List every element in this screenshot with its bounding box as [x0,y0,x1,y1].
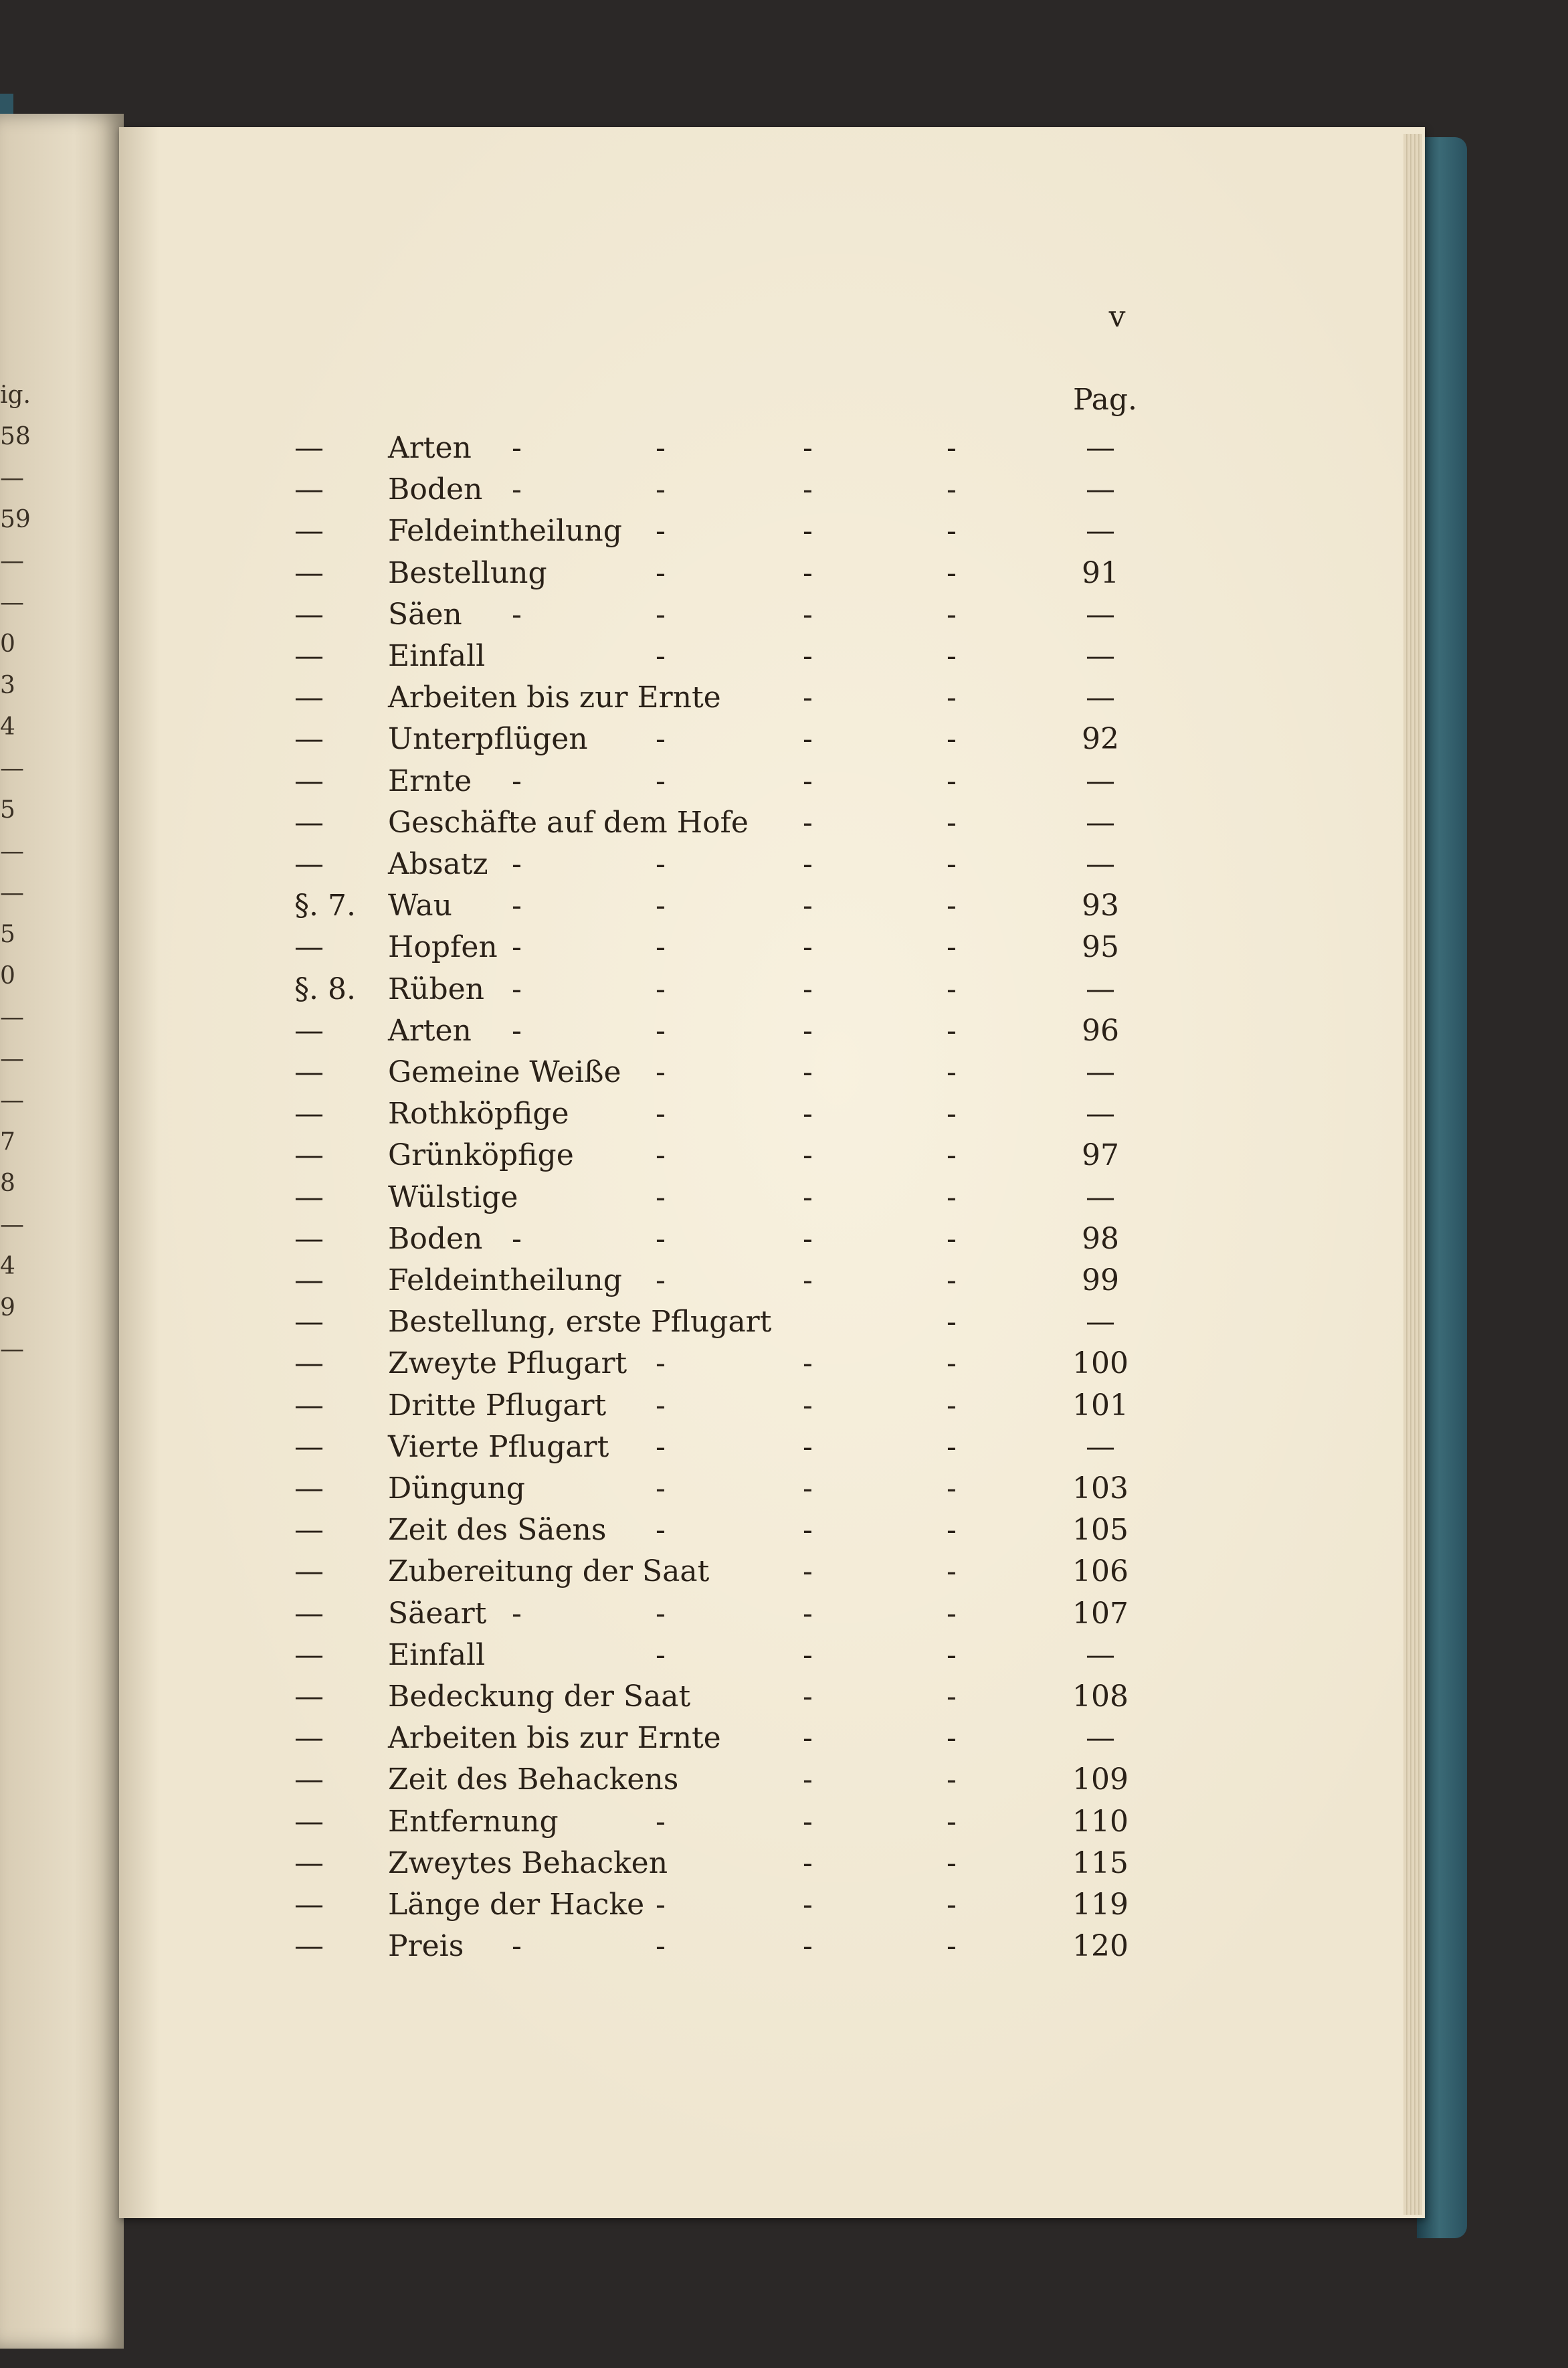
toc-entry [294,1885,1137,1925]
toc-entry-title: Säeart [388,1596,487,1631]
left-page-text-fragment: — [0,1336,24,1363]
dot-leader: - [803,1388,813,1423]
dot-leader: - [947,889,957,923]
toc-entry-prefix: — [294,722,324,757]
toc-entry-page: — [1086,1180,1115,1214]
dot-leader: - [947,1346,957,1381]
toc-entry-title: Einfall [388,1637,486,1672]
toc-entry-page: 100 [1072,1346,1129,1381]
dot-leader: - [947,639,957,673]
dot-leader: - [947,597,957,632]
page-stack-edge [1403,134,1422,2215]
toc-entry-title: Länge der Hacke [388,1888,645,1922]
left-page-text-fragment: 4 [0,1253,15,1280]
dot-leader: - [803,1346,813,1381]
toc-entry-prefix: — [294,597,324,632]
dot-leader: - [656,1513,666,1548]
dot-leader: - [947,1263,957,1297]
toc-entry-prefix: — [294,1429,324,1464]
toc-entry-title: Bestellung, erste Pflugart [388,1305,772,1340]
dot-leader: - [803,1013,813,1048]
toc-entry [294,511,1137,551]
toc-entry-page: — [1086,847,1115,881]
toc-entry-prefix: — [294,1554,324,1589]
left-page-text-fragment: 4 [0,713,15,741]
toc-entry [294,1386,1137,1426]
toc-entry [294,1760,1137,1800]
left-page-text-fragment: 58 [0,423,31,450]
left-page-text-fragment: — [0,1045,24,1073]
left-page-text-fragment: — [0,838,24,865]
toc-entry [294,844,1137,885]
dot-leader: - [947,763,957,798]
toc-entry-page: — [1086,805,1115,840]
toc-entry-prefix: — [294,555,324,590]
toc-entry-title: Säen [388,597,462,632]
toc-entry-title: Bedeckung der Saat [388,1679,691,1714]
toc-entry-title: Boden [388,472,483,507]
toc-entry-title: Arbeiten bis zur Ernte [388,1721,721,1756]
toc-entry-prefix: — [294,1055,324,1089]
toc-entry-prefix: §. 8. [294,972,356,1006]
toc-entry [294,927,1137,968]
toc-entry-prefix: §. 7. [294,889,356,923]
dot-leader: - [947,1762,957,1797]
toc-entry-prefix: — [294,1221,324,1256]
toc-entry [294,1635,1137,1675]
toc-entry [294,970,1137,1010]
toc-entry-page: — [1086,431,1115,465]
toc-entry-prefix: — [294,1388,324,1423]
dot-leader: - [947,1055,957,1089]
toc-entry [294,1219,1137,1259]
toc-entry-page: 91 [1082,555,1119,590]
left-page-text-fragment: — [0,589,24,616]
toc-entry-prefix: — [294,431,324,465]
dot-leader: - [512,930,522,965]
toc-entry-title: Geschäfte auf dem Hofe [388,805,749,840]
dot-leader: - [947,431,957,465]
dot-leader: - [656,1929,666,1964]
dot-leader: - [512,431,522,465]
toc-entry-prefix: — [294,1804,324,1839]
toc-entry-prefix: — [294,1721,324,1756]
toc-entry-prefix: — [294,1346,324,1381]
toc-entry-page: 96 [1082,1013,1119,1048]
dot-leader: - [803,1055,813,1089]
toc-entry-page: 93 [1082,889,1119,923]
toc-entry-prefix: — [294,930,324,965]
dot-leader: - [803,639,813,673]
dot-leader: - [656,889,666,923]
toc-entry-page: 97 [1082,1138,1119,1173]
dot-leader: - [512,1013,522,1048]
dot-leader: - [947,1388,957,1423]
toc-entry-title: Arten [388,1013,472,1048]
toc-entry-prefix: — [294,680,324,715]
dot-leader: - [803,1845,813,1880]
dot-leader: - [947,1721,957,1756]
toc-entry-title: Dritte Pflugart [388,1388,607,1423]
toc-entry-page: — [1086,1055,1115,1089]
left-page-text-fragment: — [0,1087,24,1114]
toc-entry-page: — [1086,680,1115,715]
toc-entry-page: 105 [1072,1513,1129,1548]
dot-leader: - [947,1637,957,1672]
toc-entry-title: Hopfen [388,930,498,965]
dot-leader: - [512,597,522,632]
dot-leader: - [947,805,957,840]
dot-leader: - [803,847,813,881]
dot-leader: - [803,1263,813,1297]
left-page-text-fragment: 0 [0,962,15,990]
dot-leader: - [803,1513,813,1548]
toc-entry-page: 108 [1072,1679,1129,1714]
left-page-fragment [0,114,124,2349]
dot-leader: - [803,1180,813,1214]
dot-leader: - [656,555,666,590]
dot-leader: - [512,1929,522,1964]
toc-entry-title: Zeit des Behackens [388,1762,679,1797]
toc-entry [294,803,1137,843]
left-page-text-fragment: 0 [0,630,15,658]
left-page-text-fragment: 7 [0,1128,15,1156]
toc-entry [294,1594,1137,1634]
toc-entry-prefix: — [294,1929,324,1964]
dot-leader: - [512,972,522,1006]
dot-leader: - [656,763,666,798]
dot-leader: - [803,1804,813,1839]
dot-leader: - [803,1596,813,1631]
toc-entry [294,1011,1137,1051]
toc-entry-prefix: — [294,1845,324,1880]
toc-entry [294,1344,1137,1384]
toc-entry-page: 92 [1082,722,1119,757]
toc-entry [294,1843,1137,1884]
toc-entry-prefix: — [294,805,324,840]
left-page-text-fragment: 9 [0,1294,15,1322]
dot-leader: - [803,1637,813,1672]
toc-entry-prefix: — [294,1013,324,1048]
dot-leader: - [803,930,813,965]
dot-leader: - [656,1180,666,1214]
toc-entry [294,1053,1137,1093]
page-number: v [1108,300,1126,334]
dot-leader: - [803,1097,813,1131]
dot-leader: - [656,1637,666,1672]
toc-entry-page: — [1086,514,1115,549]
toc-entry [294,1718,1137,1758]
toc-entry-prefix: — [294,1637,324,1672]
dot-leader: - [947,1513,957,1548]
dot-leader: - [512,847,522,881]
toc-entry-title: Preis [388,1929,464,1964]
dot-leader: - [803,597,813,632]
toc-entry-prefix: — [294,1471,324,1506]
left-page-text-fragment: 5 [0,796,15,824]
toc-entry-page: 103 [1072,1471,1129,1506]
toc-entry [294,1469,1137,1509]
toc-entry [294,1261,1137,1301]
dot-leader: - [656,639,666,673]
toc-entry-prefix: — [294,1888,324,1922]
toc-entry-page: — [1086,1097,1115,1131]
toc-entry-prefix: — [294,514,324,549]
toc-entry-title: Zweytes Behacken [388,1845,668,1880]
pag-column-header: Pag. [1072,383,1137,417]
dot-leader: - [947,1305,957,1340]
toc-entry [294,470,1137,510]
dot-leader: - [803,1721,813,1756]
dot-leader: - [512,763,522,798]
dot-leader: - [803,555,813,590]
toc-entry-page: 119 [1072,1888,1129,1922]
dot-leader: - [947,1888,957,1922]
dot-leader: - [803,1679,813,1714]
toc-entry-prefix: — [294,1596,324,1631]
dot-leader: - [803,514,813,549]
dot-leader: - [947,847,957,881]
dot-leader: - [512,889,522,923]
dot-leader: - [656,1097,666,1131]
toc-entry-title: Rothköpfige [388,1097,569,1131]
toc-entry-page: 98 [1082,1221,1119,1256]
toc-entry-page: 120 [1072,1929,1129,1964]
dot-leader: - [656,1596,666,1631]
toc-entry-page: — [1086,639,1115,673]
toc-entry [294,886,1137,926]
toc-entry [294,1552,1137,1592]
toc-entry-page: — [1086,472,1115,507]
toc-entry-title: Zweyte Pflugart [388,1346,627,1381]
toc-entry-prefix: — [294,1263,324,1297]
toc-entry-prefix: — [294,763,324,798]
dot-leader: - [947,1180,957,1214]
dot-leader: - [947,1679,957,1714]
toc-entry [294,1178,1137,1218]
dot-leader: - [803,1221,813,1256]
dot-leader: - [656,597,666,632]
toc-entry-prefix: — [294,1138,324,1173]
dot-leader: - [803,805,813,840]
toc-entry-page: — [1086,597,1115,632]
toc-entry-title: Feldeintheilung [388,514,622,549]
dot-leader: - [656,930,666,965]
toc-entry [294,428,1137,468]
toc-entry-page: 109 [1072,1762,1129,1797]
toc-entry-prefix: — [294,847,324,881]
left-page-text-fragment: — [0,1211,24,1239]
dot-leader: - [803,763,813,798]
dot-leader: - [656,472,666,507]
dot-leader: - [656,1221,666,1256]
toc-entry [294,1135,1137,1176]
dot-leader: - [656,1013,666,1048]
dot-leader: - [656,1804,666,1839]
left-page-text-fragment: ig. [0,381,31,409]
toc-entry-prefix: — [294,1679,324,1714]
dot-leader: - [656,1888,666,1922]
dot-leader: - [947,1929,957,1964]
toc-entry-title: Unterpflügen [388,722,588,757]
toc-entry-title: Wülstige [388,1180,518,1214]
toc-entry-prefix: — [294,1513,324,1548]
dot-leader: - [947,555,957,590]
toc-entry-prefix: — [294,1762,324,1797]
dot-leader: - [656,1346,666,1381]
toc-entry-page: 106 [1072,1554,1129,1589]
toc-entry [294,1926,1137,1967]
dot-leader: - [803,1471,813,1506]
left-page-text-fragment: — [0,1004,24,1031]
toc-entry-page: — [1086,1429,1115,1464]
toc-entry-page: — [1086,763,1115,798]
toc-entry-page: 99 [1082,1263,1119,1297]
dot-leader: - [656,514,666,549]
toc-entry-title: Boden [388,1221,483,1256]
dot-leader: - [803,1429,813,1464]
dot-leader: - [656,847,666,881]
toc-entry-title: Arten [388,431,472,465]
toc-entry-page: 101 [1072,1388,1129,1423]
dot-leader: - [803,1138,813,1173]
toc-entry-title: Absatz [388,847,488,881]
dot-leader: - [803,972,813,1006]
dot-leader: - [512,472,522,507]
dot-leader: - [656,1263,666,1297]
dot-leader: - [656,431,666,465]
left-page-text-fragment: — [0,755,24,782]
dot-leader: - [656,1429,666,1464]
toc-entry-title: Wau [388,889,452,923]
toc-entry-page: 115 [1072,1845,1129,1880]
left-page-text-fragment: 8 [0,1170,15,1197]
toc-entry-title: Grünköpfige [388,1138,574,1173]
dot-leader: - [656,1055,666,1089]
dot-leader: - [947,1429,957,1464]
toc-entry-prefix: — [294,1097,324,1131]
toc-entry-title: Entfernung [388,1804,559,1839]
left-page-text-fragment: — [0,879,24,907]
toc-entry [294,719,1137,759]
toc-entry-title: Rüben [388,972,485,1006]
toc-entry [294,1094,1137,1134]
toc-entry [294,1427,1137,1467]
dot-leader: - [947,972,957,1006]
left-page-text-fragment: — [0,464,24,492]
left-page-text-fragment: 59 [0,506,31,533]
toc-entry-title: Bestellung [388,555,547,590]
dot-leader: - [656,1138,666,1173]
dot-leader: - [512,1221,522,1256]
toc-entry-title: Ernte [388,763,472,798]
toc-entry [294,761,1137,802]
dot-leader: - [947,1554,957,1589]
toc-entry [294,595,1137,635]
toc-entry [294,1677,1137,1717]
dot-leader: - [947,1596,957,1631]
dot-leader: - [803,1888,813,1922]
dot-leader: - [803,889,813,923]
toc-entry-title: Zubereitung der Saat [388,1554,710,1589]
toc-entry-title: Arbeiten bis zur Ernte [388,680,721,715]
dot-leader: - [803,722,813,757]
dot-leader: - [947,1097,957,1131]
left-page-text-fragment: — [0,547,24,575]
toc-entry-title: Gemeine Weiße [388,1055,621,1089]
dot-leader: - [947,1804,957,1839]
toc-entry-page: 110 [1072,1804,1129,1839]
dot-leader: - [656,722,666,757]
toc-entry-title: Vierte Pflugart [388,1429,609,1464]
dot-leader: - [947,722,957,757]
dot-leader: - [803,680,813,715]
left-page-text-fragment: 5 [0,921,15,948]
toc-entry-title: Zeit des Säens [388,1513,607,1548]
toc-entry-page: — [1086,1721,1115,1756]
toc-entry-prefix: — [294,639,324,673]
dot-leader: - [803,1762,813,1797]
dot-leader: - [947,1138,957,1173]
dot-leader: - [947,1221,957,1256]
toc-entry-page: — [1086,1305,1115,1340]
toc-entry-page: 95 [1082,930,1119,965]
toc-entry-title: Düngung [388,1471,525,1506]
dot-leader: - [947,1471,957,1506]
toc-entry-page: — [1086,972,1115,1006]
toc-entry [294,1510,1137,1550]
dot-leader: - [803,431,813,465]
dot-leader: - [947,680,957,715]
toc-entry [294,678,1137,718]
dot-leader: - [947,1845,957,1880]
dot-leader: - [947,930,957,965]
toc-entry-page: 107 [1072,1596,1129,1631]
dot-leader: - [803,1929,813,1964]
dot-leader: - [803,472,813,507]
dot-leader: - [512,1596,522,1631]
toc-entry-prefix: — [294,1305,324,1340]
toc-entry [294,1802,1137,1842]
dot-leader: - [656,1471,666,1506]
toc-entry [294,553,1137,594]
toc-entry [294,1302,1137,1342]
toc-entry-page: — [1086,1637,1115,1672]
dot-leader: - [947,1013,957,1048]
toc-entry-prefix: — [294,472,324,507]
toc-entry-title: Feldeintheilung [388,1263,622,1297]
dot-leader: - [803,1554,813,1589]
toc-entry-prefix: — [294,1180,324,1214]
dot-leader: - [947,472,957,507]
dot-leader: - [656,1388,666,1423]
left-page-text-fragment: 3 [0,672,15,699]
toc-entry-title: Einfall [388,639,486,673]
dot-leader: - [947,514,957,549]
toc-entry [294,636,1137,676]
dot-leader: - [656,972,666,1006]
